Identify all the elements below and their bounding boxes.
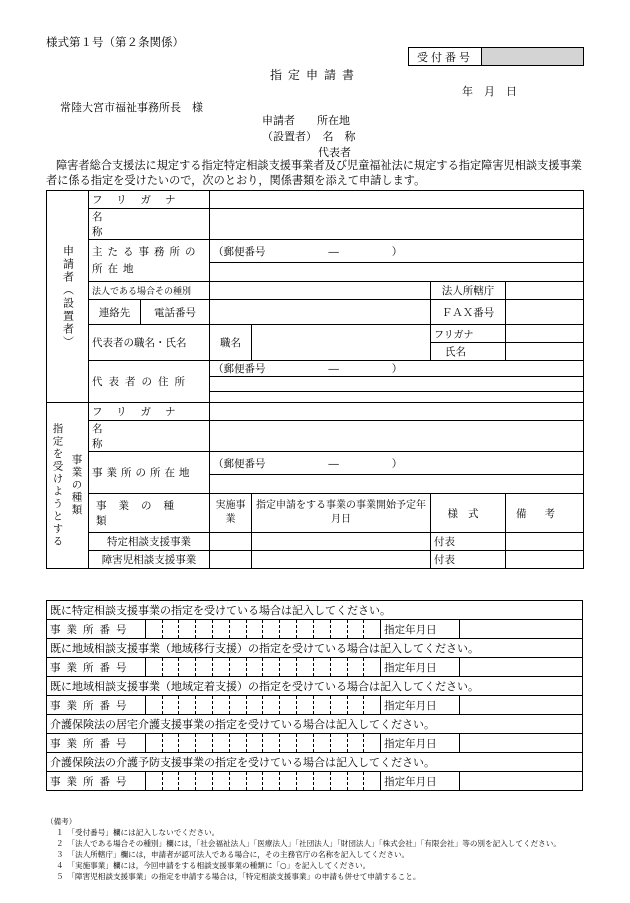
office-number-digit[interactable] [213, 620, 230, 639]
business-row-2-implemented[interactable] [210, 551, 252, 569]
office-number-digit[interactable] [330, 620, 347, 639]
rep-address-field-2[interactable] [210, 392, 584, 403]
rep-name-title-label: 代表者の職名・氏名 [89, 325, 210, 361]
applicant-name-label: 名称 [89, 209, 210, 240]
office-number-digit[interactable] [246, 620, 263, 639]
office-number-label: 事業所番号 [47, 658, 146, 677]
office-number-digit[interactable] [179, 772, 196, 791]
notes-heading: （備考） [46, 817, 77, 826]
designation-date-label: 指定年月日 [381, 772, 460, 791]
office-name-field[interactable] [210, 421, 584, 452]
office-number-digit[interactable] [364, 696, 381, 715]
existing-designation-heading: 既に特定相談支援事業の指定を受けている場合は記入してください。 [47, 601, 583, 620]
office-number-digit[interactable] [229, 696, 246, 715]
office-number-digit[interactable] [347, 734, 364, 753]
office-number-digit[interactable] [196, 734, 213, 753]
office-number-label: 事業所番号 [47, 734, 146, 753]
office-number-digit[interactable] [229, 734, 246, 753]
office-number-digit[interactable] [297, 620, 314, 639]
office-number-digit[interactable] [347, 658, 364, 677]
office-number-digit[interactable] [313, 734, 330, 753]
office-number-digit[interactable] [330, 658, 347, 677]
format-label: 様式 [431, 494, 506, 533]
office-number-digit[interactable] [179, 658, 196, 677]
intro-paragraph: 障害者総合支援法に規定する指定特定相談支援事業者及び児童福祉法に規定する指定障害児相談支援事業者に係る指定を受けたいので，次のとおり，関係書類を添えて申請します。 [46, 159, 582, 187]
note-item: ３ 「法人所轄庁」欄には，申請者が認可法人である場合に，その主務官庁の名称を記入してください。 [56, 850, 410, 859]
office-number-digit[interactable] [229, 772, 246, 791]
designation-date-field[interactable] [459, 658, 582, 677]
office-number-digit[interactable] [162, 620, 179, 639]
office-address-label: 事業所の所在地 [89, 452, 210, 494]
business-row-2-name: 障害児相談支援事業 [89, 551, 210, 569]
remarks-label: 備考 [506, 494, 584, 533]
business-row-2-start-date[interactable] [252, 551, 431, 569]
business-type-label: 事業の種類 [89, 494, 210, 533]
office-address-field[interactable] [210, 475, 584, 494]
note-item: １ 「受付番号」欄には記入しないでください。 [56, 828, 220, 837]
designation-date-label: 指定年月日 [381, 658, 460, 677]
existing-designation-heading: 介護保険法の居宅介護支援事業の指定を受けている場合は記入してください。 [47, 715, 583, 734]
contact-label: 連絡先 [89, 300, 141, 325]
office-number-digit[interactable] [263, 620, 280, 639]
office-number-digit[interactable] [162, 696, 179, 715]
office-number-digit[interactable] [330, 696, 347, 715]
existing-designation-table [46, 600, 583, 791]
office-number-digit[interactable] [313, 696, 330, 715]
office-number-digit[interactable] [213, 772, 230, 791]
start-date-label: 指定申請をする事業の事業開始予定年月日 [252, 494, 431, 533]
office-furigana-label: フリガナ [89, 403, 210, 421]
designation-date-label: 指定年月日 [381, 620, 460, 639]
office-number-digit[interactable] [297, 734, 314, 753]
phone-field[interactable] [210, 300, 431, 325]
office-number-digit[interactable] [313, 658, 330, 677]
business-row-1-name: 特定相談支援事業 [89, 533, 210, 551]
office-number-digit[interactable] [364, 734, 381, 753]
existing-designation-heading: 既に地域相談支援事業（地域定着支援）の指定を受けている場合は記入してください。 [47, 677, 583, 696]
business-row-1-start-date[interactable] [252, 533, 431, 551]
business-row-1-remarks[interactable] [506, 533, 584, 551]
office-number-digit[interactable] [229, 658, 246, 677]
office-number-digit[interactable] [313, 620, 330, 639]
office-number-digit[interactable] [330, 772, 347, 791]
office-number-digit[interactable] [196, 620, 213, 639]
office-number-digit[interactable] [297, 772, 314, 791]
business-row-1-format: 付表 [431, 533, 506, 551]
office-number-digit[interactable] [297, 658, 314, 677]
office-number-label: 事業所番号 [47, 772, 146, 791]
note-item: ４ 「実施事業」欄には，今回申請をする相談支援事業の種類に「○」を記入してください。 [56, 861, 371, 870]
form-number: 様式第１号（第２条関係） [46, 35, 184, 49]
office-number-digit[interactable] [263, 696, 280, 715]
applicant-name-label: （設置者） 名 称 [262, 130, 356, 143]
corp-authority-label: 法人所轄庁 [431, 282, 506, 300]
existing-designation-heading: 既に地域相談支援事業（地域移行支援）の指定を受けている場合は記入してください。 [47, 639, 583, 658]
business-row-2-format: 付表 [431, 551, 506, 569]
rep-name-field[interactable] [506, 343, 584, 361]
corp-authority-field[interactable] [506, 282, 584, 300]
fax-field[interactable] [506, 300, 584, 325]
designation-date-field[interactable] [459, 734, 582, 753]
receipt-number-label: 受付番号 [409, 48, 482, 65]
applicant-furigana-field[interactable] [210, 191, 584, 209]
applicant-name-field[interactable] [210, 209, 584, 240]
office-number-digit[interactable] [364, 620, 381, 639]
office-name-label: 名称 [89, 421, 210, 452]
office-number-digit[interactable] [196, 696, 213, 715]
office-number-digit[interactable] [246, 734, 263, 753]
designation-date-label: 指定年月日 [381, 696, 460, 715]
job-title-label: 職名 [210, 325, 252, 361]
applicant-section-label: 申請者（設置者） [47, 191, 89, 403]
office-number-digit[interactable] [246, 696, 263, 715]
office-number-digit[interactable] [263, 734, 280, 753]
designation-date-field[interactable] [459, 772, 582, 791]
receipt-number-field[interactable] [482, 48, 583, 65]
office-number-digit[interactable] [313, 772, 330, 791]
corp-type-label: 法人である場合その種別 [89, 282, 210, 300]
office-postal[interactable]: （郵便番号 ― ） [210, 452, 584, 475]
applicant-furigana-label: フリガナ [89, 191, 210, 209]
office-number-digit[interactable] [162, 734, 179, 753]
office-number-digit[interactable] [280, 620, 297, 639]
designation-date-field[interactable] [459, 620, 582, 639]
office-number-digit[interactable] [145, 734, 162, 753]
office-furigana-field[interactable] [210, 403, 584, 421]
office-number-digit[interactable] [347, 772, 364, 791]
business-row-1-implemented[interactable] [210, 533, 252, 551]
office-number-digit[interactable] [179, 696, 196, 715]
office-number-digit[interactable] [145, 772, 162, 791]
business-row-2-remarks[interactable] [506, 551, 584, 569]
implemented-label: 実施事業 [210, 494, 252, 533]
addressee: 常陸大宮市福祉事務所長 様 [60, 101, 203, 114]
main-office-label: 主たる事務所の所在地 [89, 240, 210, 282]
office-number-digit[interactable] [263, 658, 280, 677]
applicant-address-label: 申請者 所在地 [262, 114, 350, 127]
office-number-digit[interactable] [347, 620, 364, 639]
office-number-digit[interactable] [162, 772, 179, 791]
office-number-digit[interactable] [246, 772, 263, 791]
office-number-digit[interactable] [213, 658, 230, 677]
office-number-digit[interactable] [330, 734, 347, 753]
office-number-digit[interactable] [364, 658, 381, 677]
main-office-postal[interactable]: （郵便番号 ― ） [210, 240, 584, 263]
rep-furigana-field[interactable] [506, 325, 584, 343]
office-section-label: 指定を受けようとする 事業の種類 [47, 403, 89, 569]
main-office-address-field[interactable] [210, 263, 584, 282]
office-number-digit[interactable] [229, 620, 246, 639]
office-number-digit[interactable] [280, 696, 297, 715]
receipt-number-box [408, 47, 584, 66]
office-number-digit[interactable] [162, 658, 179, 677]
office-number-label: 事業所番号 [47, 696, 146, 715]
office-number-digit[interactable] [263, 772, 280, 791]
rep-address-field[interactable] [210, 377, 584, 392]
fax-label: ＦＡＸ番号 [431, 300, 506, 325]
rep-name-label: 氏名 [431, 343, 506, 361]
notes-section [46, 816, 606, 882]
applicant-representative-label: 代表者 [318, 146, 351, 159]
date-line[interactable]: 年 月 日 [462, 85, 517, 98]
office-number-digit[interactable] [145, 658, 162, 677]
rep-address-postal[interactable]: （郵便番号 ― ） [210, 361, 584, 377]
phone-label: 電話番号 [141, 300, 210, 325]
office-number-label: 事業所番号 [47, 620, 146, 639]
rep-address-label: 代表者の住所 [89, 361, 210, 403]
note-item: ２ 「法人である場合その種別」欄には，「社会福祉法人」「医療法人」「社団法人」「財団法人」「株式会社」「有限会社」等の別を記入してください。 [56, 839, 561, 848]
applicant-signature-block [262, 113, 356, 161]
office-number-digit[interactable] [196, 658, 213, 677]
office-number-digit[interactable] [196, 772, 213, 791]
office-number-digit[interactable] [280, 658, 297, 677]
existing-designation-heading: 介護保険法の介護予防支援事業の指定を受けている場合は記入してください。 [47, 753, 583, 772]
page-title: 指定申請書 [269, 68, 360, 82]
rep-furigana-label: フリガナ [431, 325, 506, 343]
office-number-digit[interactable] [280, 772, 297, 791]
office-number-digit[interactable] [179, 620, 196, 639]
office-number-digit[interactable] [145, 696, 162, 715]
application-form-table [46, 190, 584, 569]
office-number-digit[interactable] [213, 734, 230, 753]
office-number-digit[interactable] [145, 620, 162, 639]
office-number-digit[interactable] [246, 658, 263, 677]
office-number-digit[interactable] [297, 696, 314, 715]
designation-date-field[interactable] [459, 696, 582, 715]
office-number-digit[interactable] [280, 734, 297, 753]
note-item: ５ 「障害児相談支援事業」の指定を申請する場合は，「特定相談支援事業」の申請も併せて申請すること。 [56, 872, 421, 881]
office-number-digit[interactable] [347, 696, 364, 715]
office-number-digit[interactable] [213, 696, 230, 715]
corp-type-field[interactable] [210, 282, 431, 300]
office-number-digit[interactable] [179, 734, 196, 753]
office-number-digit[interactable] [364, 772, 381, 791]
designation-date-label: 指定年月日 [381, 734, 460, 753]
job-title-field[interactable] [252, 325, 431, 361]
